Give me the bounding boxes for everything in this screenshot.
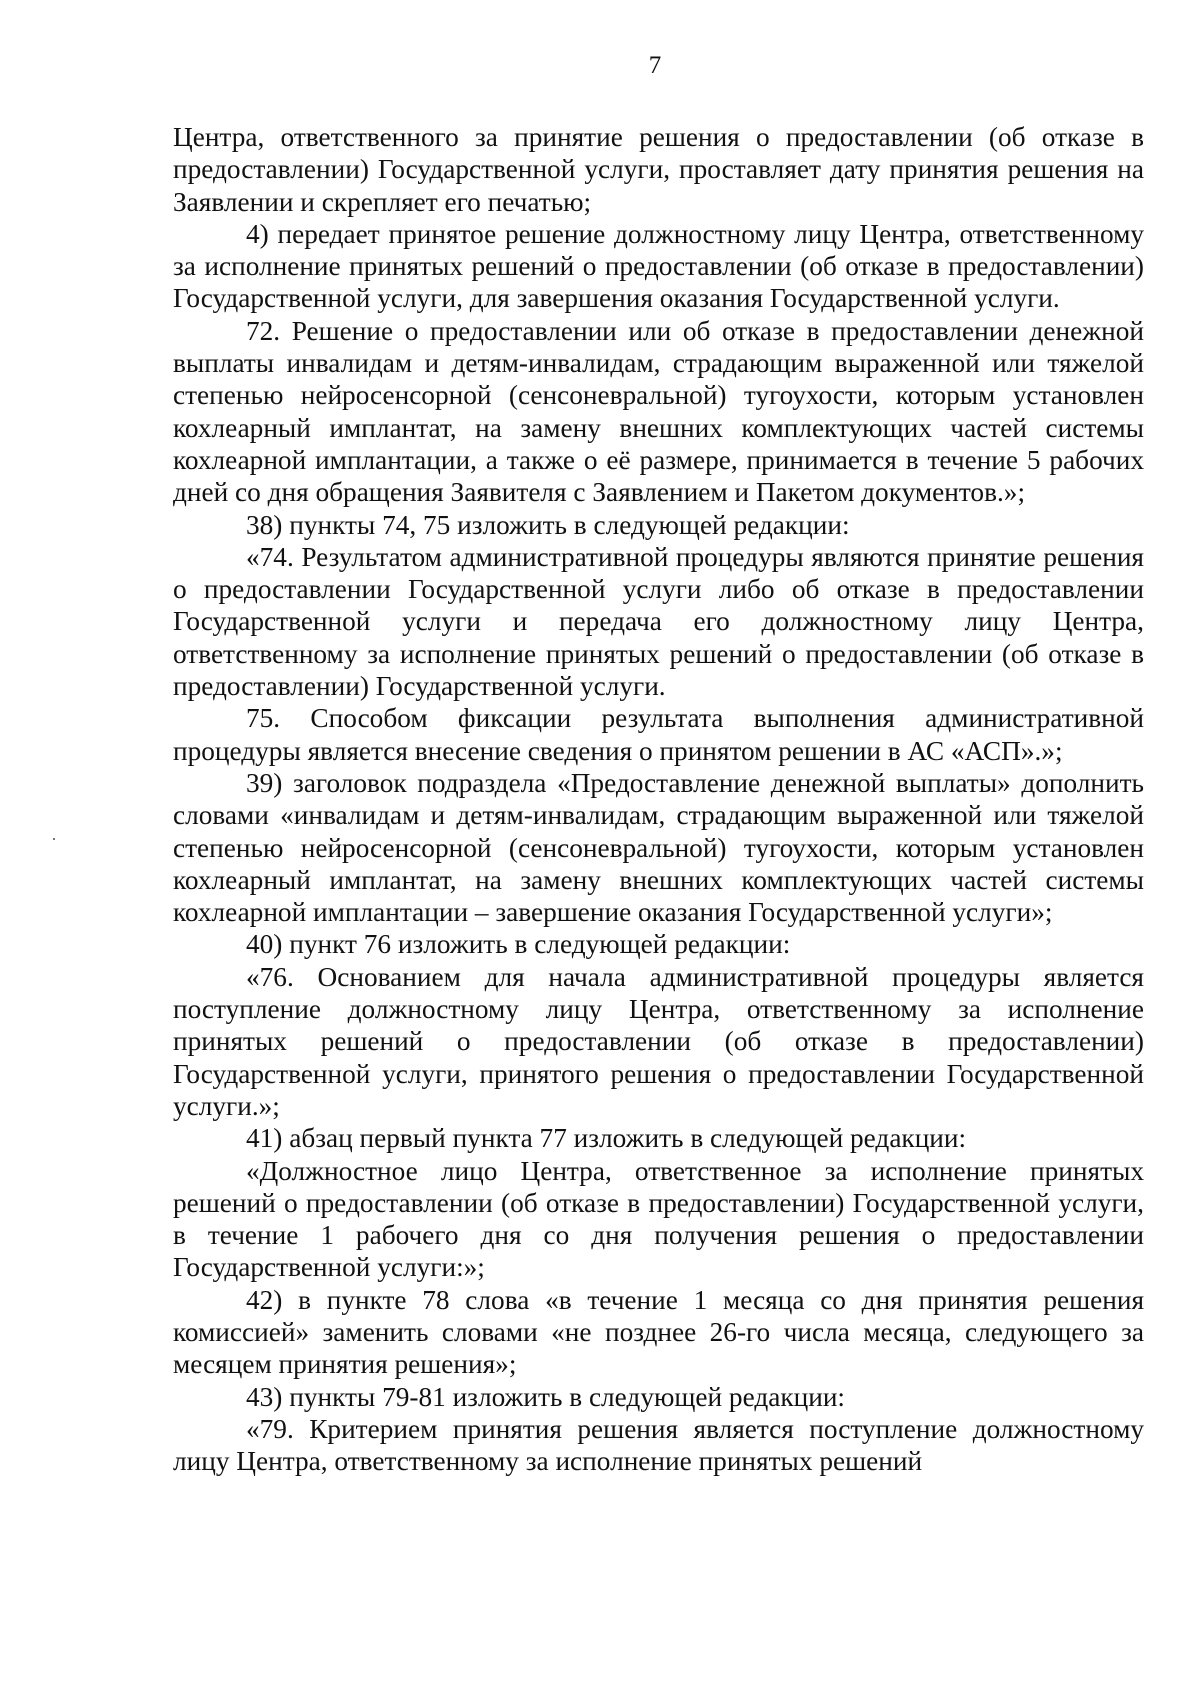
paragraph-74: «74. Результатом административной процедуры являются принятие решения о предоставлении Государственной услуги либо об отказе в предоставлении Государственной услуги и передача его должностному лицу Центра, ответственному за исполнение принятых решений о предоставлении (об отказе в предоставлении) Государственной услуги. [173, 541, 1144, 702]
paragraph-76: «76. Основанием для начала административной процедуры является поступление должностному лицу Центра, ответственному за исполнение принятых решений о предоставлении (об отказе в предоставлении) Государственной услуги, принятого решения о предоставлении Государственной услуги.»; [173, 961, 1144, 1121]
document-body [173, 121, 1144, 1477]
paragraph-item-40: 40) пункт 76 изложить в следующей редакции: [246, 929, 791, 960]
page-number: 7 [648, 52, 662, 79]
paragraph-79: «79. Критерием принятия решения является поступление должностному лицу Центра, ответственному за исполнение принятых решений [173, 1413, 1144, 1477]
paragraph-77-first: «Должностное лицо Центра, ответственное за исполнение принятых решений о предоставлении (об отказе в предоставлении) Государственной услуги, в течение 1 рабочего дня со дня получения решения о предоставлении Государственной услуги:»; [173, 1155, 1144, 1283]
paragraph-item-41: 41) абзац первый пункта 77 изложить в следующей редакции: [246, 1123, 967, 1154]
paragraph-item-42: 42) в пункте 78 слова «в течение 1 месяца со дня принятия решения комиссией» заменить словами «не позднее 26-го числа месяца, следующего за месяцем принятия решения»; [173, 1284, 1144, 1380]
paragraph-continuation: Центра, ответственного за принятие решения о предоставлении (об отказе в предоставлении) Государственной услуги, проставляет дату принятия решения на Заявлении и скрепляет его печатью; [173, 122, 1144, 217]
paragraph-72: 72. Решение о предоставлении или об отказе в предоставлении денежной выплаты инвалидам и детям-инвалидам, страдающим выраженной или тяжелой степенью нейросенсорной (сенсоневральной) тугоухости, которым установлен кохлеарный имплантат, на замену внешних комплектующих частей системы кохлеарной имплантации, а также о её размере, принимается в течение 5 рабочих дней со дня обращения Заявителя с Заявлением и Пакетом документов.»; [173, 315, 1144, 508]
paragraph-75: 75. Способом фиксации результата выполнения административной процедуры является внесение сведения о принятом решении в АС «АСП».»; [173, 703, 1144, 766]
paragraph-item-39: 39) заголовок подраздела «Предоставление денежной выплаты» дополнить словами «инвалидам и детям-инвалидам, страдающим выраженной или тяжелой степенью нейросенсорной (сенсоневральной) тугоухости, которым установлен кохлеарный имплантат, на замену внешних комплектующих частей системы кохлеарной имплантации – завершение оказания Государственной услуги»; [173, 767, 1144, 928]
paragraph-item-38: 38) пункты 74, 75 изложить в следующей редакции: [246, 509, 850, 540]
paragraph-item-4: 4) передает принятое решение должностному лицу Центра, ответственному за исполнение принятых решений о предоставлении (об отказе в предоставлении) Государственной услуги, для завершения оказания Государственной услуги. [173, 218, 1144, 314]
paragraph-item-43: 43) пункты 79-81 изложить в следующей редакции: [246, 1381, 846, 1412]
scan-speck [53, 838, 55, 840]
